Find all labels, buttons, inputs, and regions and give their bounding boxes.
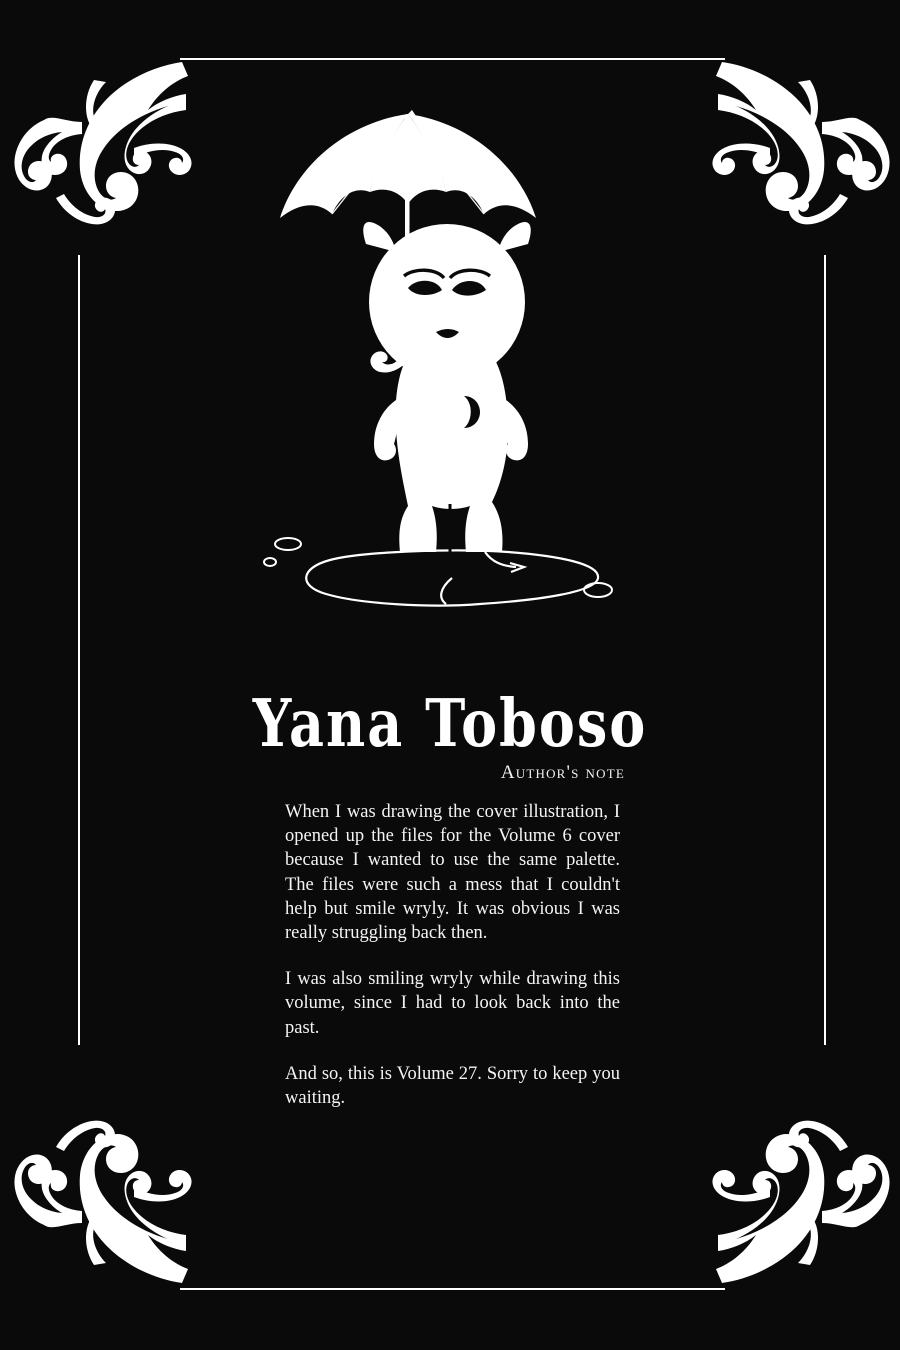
frame-line-bottom bbox=[180, 1288, 725, 1290]
authors-note-label: Author's note bbox=[500, 762, 625, 783]
frame-line-right bbox=[824, 255, 826, 1045]
corner-flourish-bottom-right-icon bbox=[700, 1070, 900, 1295]
frame-line-left bbox=[78, 255, 80, 1045]
authors-note-body bbox=[285, 800, 620, 1110]
note-paragraph-2: I was also smiling wryly while drawing this volume, since I had to look back into the past. bbox=[285, 969, 620, 1038]
frame-line-top bbox=[180, 58, 725, 60]
corner-flourish-top-right-icon bbox=[700, 50, 900, 275]
chibi-head bbox=[363, 222, 531, 380]
corner-flourish-top-left-icon bbox=[4, 50, 204, 275]
corner-flourish-bottom-left-icon bbox=[4, 1070, 204, 1295]
author-signature bbox=[0, 683, 900, 762]
chibi-demon-illustration bbox=[240, 100, 660, 630]
note-paragraph-1: When I was drawing the cover illustration, I opened up the files for the Volume 6 cover because I wanted to use the same palette. The files were such a mess that I couldn't help but smile wryly. It was obvious I was really struggling back then. bbox=[285, 802, 620, 944]
puddle-shape bbox=[306, 550, 598, 605]
author-name: Yana Toboso bbox=[252, 683, 648, 762]
note-paragraph-3: And so, this is Volume 27. Sorry to keep you waiting. bbox=[285, 1063, 620, 1109]
splash-droplets bbox=[264, 538, 612, 597]
